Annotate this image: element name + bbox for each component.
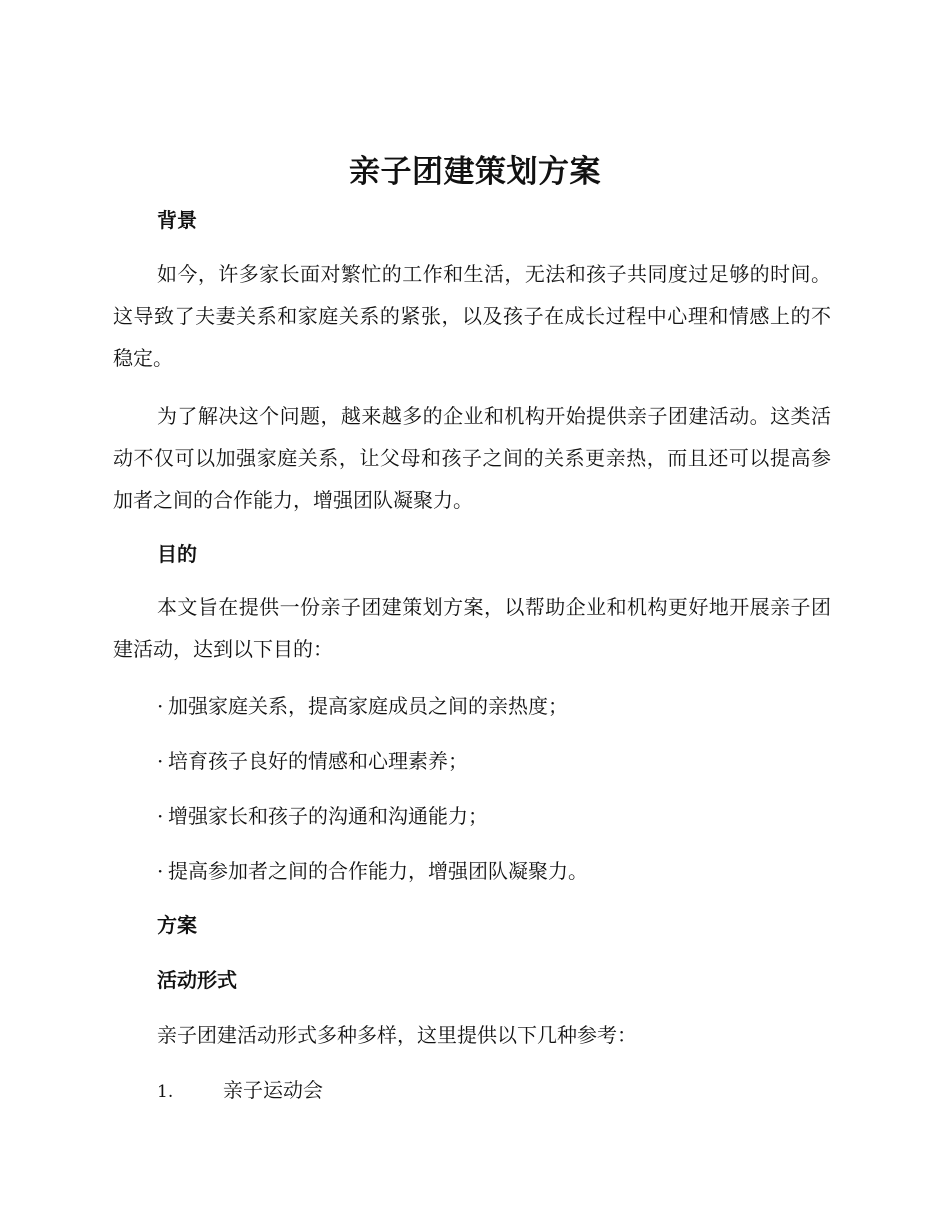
bullet-marker: · bbox=[157, 749, 164, 773]
numbered-list-item bbox=[157, 1075, 323, 1107]
plan-intro-text: 亲子团建活动形式多种多样，这里提供以下几种参考： bbox=[157, 1023, 637, 1047]
bullet-marker: · bbox=[157, 694, 164, 718]
purpose-bullet-item bbox=[157, 856, 588, 886]
purpose-intro-paragraph: 本文旨在提供一份亲子团建策划方案，以帮助企业和机构更好地开展亲子团建活动，达到以下目的： bbox=[113, 595, 831, 661]
bullet-text: 加强家庭关系，提高家庭成员之间的亲热度； bbox=[168, 694, 568, 718]
bullet-marker: · bbox=[157, 804, 164, 828]
section-heading-plan: 方案 bbox=[157, 913, 197, 937]
purpose-bullet-item bbox=[157, 746, 468, 776]
list-item-text: 亲子运动会 bbox=[223, 1078, 323, 1102]
list-item-number: 1. bbox=[157, 1082, 174, 1102]
purpose-bullet-item bbox=[157, 801, 488, 831]
section-heading-background: 背景 bbox=[157, 208, 197, 232]
bullet-marker: · bbox=[157, 859, 164, 883]
background-paragraph-1: 如今，许多家长面对繁忙的工作和生活，无法和孩子共同度过足够的时间。这导致了夫妻关系和家庭关系的紧张，以及孩子在成长过程中心理和情感上的不稳定。 bbox=[113, 262, 831, 370]
section-heading-purpose: 目的 bbox=[157, 542, 197, 566]
purpose-bullet-item bbox=[157, 691, 568, 721]
bullet-text: 培育孩子良好的情感和心理素养； bbox=[168, 749, 468, 773]
document-title: 亲子团建策划方案 bbox=[349, 154, 601, 190]
bullet-text: 增强家长和孩子的沟通和沟通能力； bbox=[168, 804, 488, 828]
subsection-heading-activity-format: 活动形式 bbox=[157, 968, 237, 992]
bullet-text: 提高参加者之间的合作能力，增强团队凝聚力。 bbox=[168, 859, 588, 883]
background-paragraph-2: 为了解决这个问题，越来越多的企业和机构开始提供亲子团建活动。这类活动不仅可以加强家庭关系，让父母和孩子之间的关系更亲热，而且还可以提高参加者之间的合作能力，增强团队凝聚力。 bbox=[113, 404, 831, 512]
